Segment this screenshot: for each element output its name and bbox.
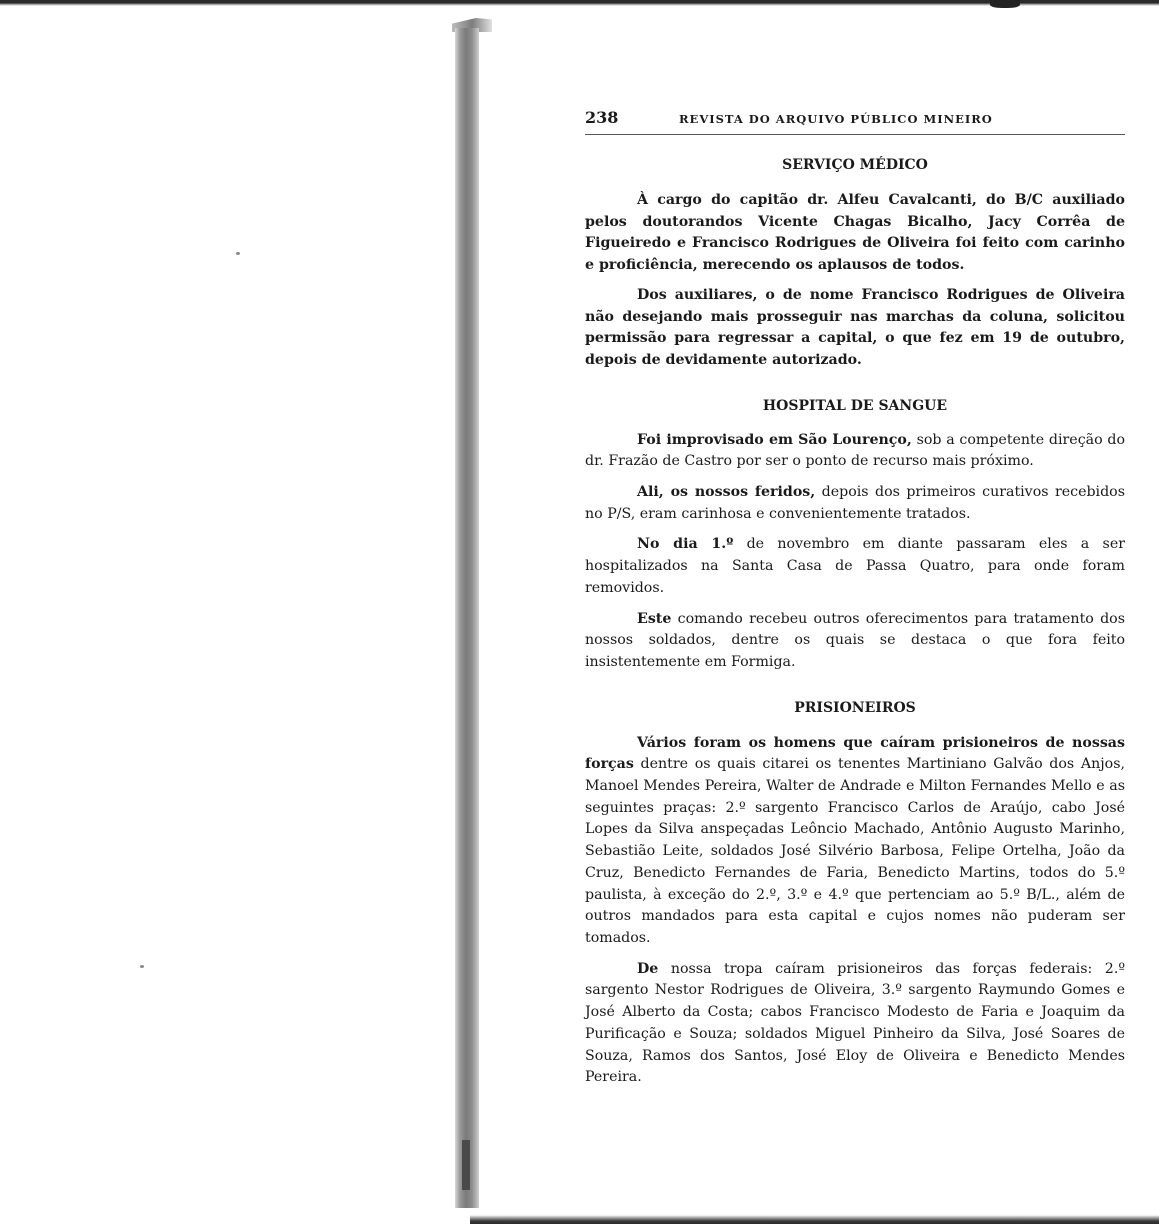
paragraph-text: dentre os quais citarei os tenentes Martiniano Galvão dos Anjos, Manoel Mendes Pereira, Walter de Andrade e Milton Fernandes Mello e as seguintes praças: 2.º sargento Francisco Carlos de Araújo, cabo José Lopes da Silva anspeçadas Leôncio Machado, Antônio Augusto Marinho, Sebastião Leite, soldados José Silvério Barbosa, Felipe Ortelha, João da Cruz, Benedicto Fernandes de Faria, Benedicto Martins, todos do 5.º paulista, à exceção do 2.º, 3.º e 4.º que pertenciam ao 5.º B/L., além de outros mandados para esta capital e cujos nomes não puderam ser tomados. (585, 756, 1125, 946)
paragraph-text: comando recebeu outros oferecimentos para tratamento dos nossos soldados, dentre os quais se destaca o que fora feito insistentemente em Formiga. (585, 610, 1125, 670)
paragraph-text: depois dos primeiros curativos recebidos no P/S, eram carinhosa e convenientemente tratados. (585, 484, 1125, 522)
paragraph-bold-text: No dia 1.º (637, 536, 734, 553)
scan-speck (140, 965, 144, 968)
book-spine-mark (462, 1140, 470, 1190)
paragraph-bold-text: Dos auxiliares, o de nome Francisco Rodrigues de Oliveira não desejando mais prosseguir nas marchas da coluna, solicitou permissão para regressar a capital, o que fez em 19 de outubro, depois de devidamente autorizado. (585, 286, 1125, 368)
paragraph-bold-text: Vários foram os homens que caíram prisioneiros de nossas forças (585, 734, 1125, 773)
paragraph-text: de novembro em diante passaram eles a ser hospitalizados na Santa Casa de Passa Quatro, para onde foram removidos. (585, 536, 1126, 596)
paragraph-bold-text: À cargo do capitão dr. Alfeu Cavalcanti, do B/C auxiliado pelos doutorandos Vicente Chagas Bicalho, Jacy Corrêa de Figueiredo e Francisco Rodrigues de Oliveira foi feito com carinho e proficiência, merecendo os aplausos de todos. (585, 192, 1125, 274)
paragraph (585, 190, 1125, 277)
paragraph (585, 733, 1125, 950)
book-spine-gutter (455, 28, 479, 1208)
paragraph-text: sob a competente direção do dr. Frazão de Castro por ser o ponto de recurso mais próximo. (585, 431, 1125, 470)
paragraph-bold-text: Este (637, 610, 672, 627)
paragraph-bold-text: Ali, os nossos feridos, (637, 484, 816, 501)
running-title: REVISTA DO ARQUIVO PÚBLICO MINEIRO (679, 112, 993, 126)
paragraph (585, 430, 1125, 473)
paragraph-bold-text: De (637, 960, 659, 977)
page-number: 238 (585, 108, 619, 127)
scan-top-edge (0, 0, 1159, 6)
document-page (585, 108, 1125, 1089)
scan-top-notch (990, 0, 1020, 8)
paragraph (585, 534, 1125, 599)
section-heading-servico-medico: SERVIÇO MÉDICO (782, 157, 928, 173)
running-header (585, 108, 1125, 135)
paragraph-bold-text: Foi improvisado em São Lourenço, (637, 431, 912, 448)
section-heading-hospital-de-sangue: HOSPITAL DE SANGUE (762, 397, 948, 414)
paragraph (585, 285, 1125, 372)
paragraph-text: nossa tropa caíram prisioneiros das forças federais: 2.º sargento Nestor Rodrigues de Oliveira, 3.º sargento Raymundo Gomes e José Alberto da Costa; cabos Francisco Modesto de Faria e Joaquim da Purificação e Souza; soldados Miguel Pinheiro da Silva, José Soares de Souza, Ramos dos Santos, José Eloy de Oliveira e Benedicto Mendes Pereira. (585, 960, 1125, 1086)
paragraph (585, 482, 1125, 525)
scan-bottom-edge (470, 1215, 1159, 1224)
section-heading-prisioneiros: PRISIONEIROS (794, 699, 916, 716)
scan-speck (236, 252, 240, 255)
paragraph (585, 959, 1125, 1089)
paragraph (585, 609, 1125, 674)
